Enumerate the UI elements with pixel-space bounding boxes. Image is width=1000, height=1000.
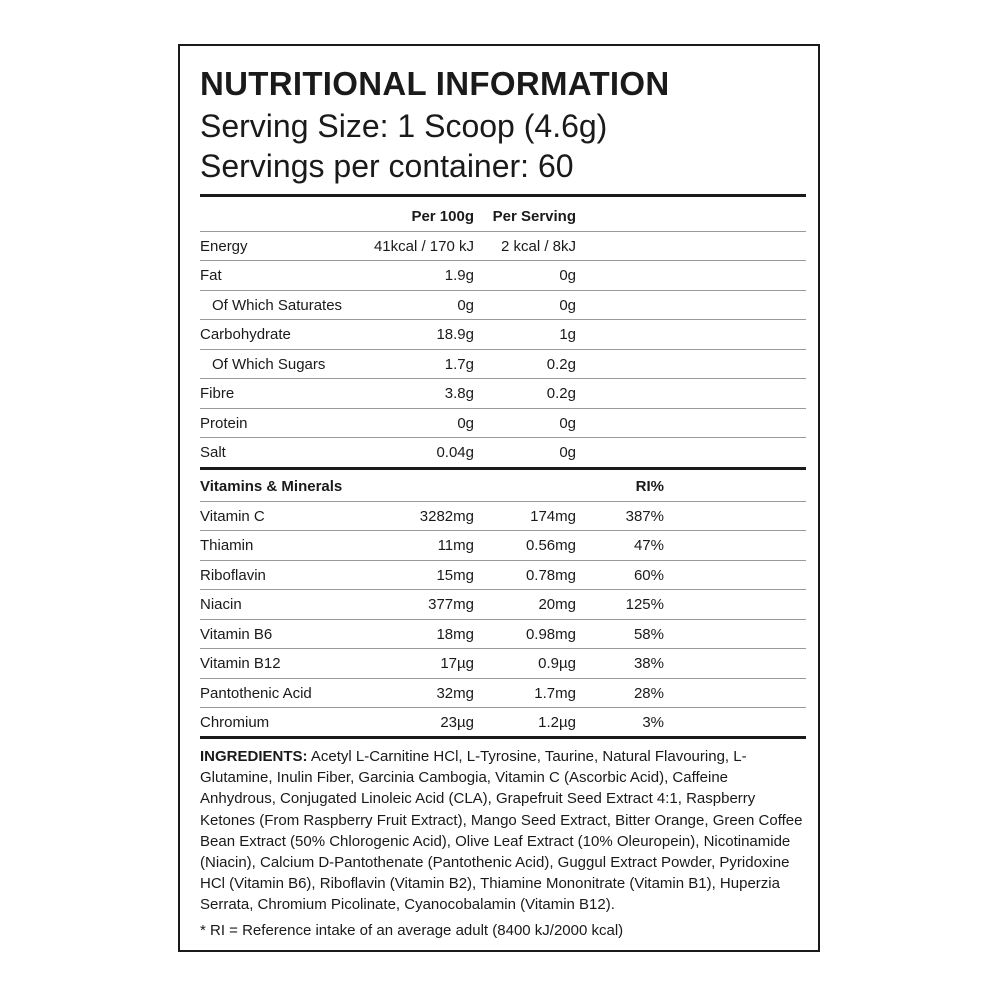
per-serving-value: 0g <box>559 296 576 314</box>
ri-value: 28% <box>633 684 664 702</box>
vitamin-label: Pantothenic Acid <box>200 684 312 702</box>
per-100g-value: 11mg <box>437 537 474 554</box>
per-100g-value: 18.9g <box>436 326 474 343</box>
vitamins-divider <box>200 467 806 470</box>
vitamins-header-row <box>200 472 806 502</box>
ri-value: 125% <box>625 596 664 613</box>
vitamin-label: Chromium <box>200 714 270 731</box>
per-serving-value: 0.56mg <box>525 537 576 554</box>
nutrition-row-salt <box>200 438 806 468</box>
nutrient-label: Salt <box>200 444 226 461</box>
per-100g-value: 0.04g <box>436 444 474 461</box>
per-serving-value: 20mg <box>538 596 576 613</box>
per-serving-value: 0g <box>559 414 576 432</box>
ingredients-text: Acetyl L-Carnitine HCl, L-Tyrosine, Taurine, Natural Flavouring, L-Glutamine, Inulin Fiber, Garcinia Cambogia, Vitamin C (Ascorbic Acid), Caffeine Anhydrous, Conjugated Linoleic Acid (CLA), Grapefruit Seed Extract 4:1, Raspberry Ketones (From Raspberry Fruit Extract), Mango Seed Extract, Bitter Orange, Green Coffee Bean Extract (50% Chlorogenic Acid), Olive Leaf Extract (10% Oleuropein), Nicotinamide (Niacin), Calcium D-Pantothenate (Pantothenic Acid), Guggul Extract Powder, Pyridoxine HCl (Vitamin B6), Riboflavin (Vitamin B2), Thiamine Mononitrate (Vitamin B1), Huperzia Serrata, Chromium Picolinate, Cyanocobalamin (Vitamin B12). <box>200 748 803 914</box>
vitamin-label: Niacin <box>200 596 242 613</box>
per-serving-value: 0.2g <box>546 385 576 402</box>
nutrition-row-fibre <box>200 379 806 409</box>
per-100g-value: 3.8g <box>444 385 474 402</box>
per-serving-value: 0g <box>559 444 576 461</box>
nutrition-row-fat <box>200 261 806 291</box>
per-100g-value: 23µg <box>440 714 474 731</box>
vitamin-label: Vitamin B12 <box>200 655 281 672</box>
top-divider <box>200 194 806 197</box>
nutrient-label: Of Which Sugars <box>212 355 326 373</box>
vitamins-header: Vitamins & Minerals <box>200 478 343 495</box>
ri-value: 58% <box>633 625 664 643</box>
per-serving-value: 0.78mg <box>525 566 576 584</box>
per-100g-value: 0g <box>457 296 474 314</box>
vitamin-label: Riboflavin <box>200 566 266 584</box>
per-serving-value: 2 kcal / 8kJ <box>500 237 576 255</box>
ri-header: RI% <box>635 478 664 495</box>
ri-value: 3% <box>642 714 664 731</box>
per-100g-value: 17µg <box>440 655 474 672</box>
vitamin-row-niacin <box>200 590 806 620</box>
vitamin-label: Vitamin B6 <box>200 625 273 643</box>
per-serving-value: 0.9µg <box>538 655 576 672</box>
per-100g-value: 18mg <box>436 625 474 643</box>
vitamin-row-c <box>200 502 806 532</box>
per-100g-header: Per 100g <box>411 208 474 225</box>
per-100g-value: 0g <box>457 414 474 432</box>
per-serving-value: 1g <box>559 326 576 343</box>
servings-per-container: Servings per container: 60 <box>200 148 574 184</box>
per-100g-value: 15mg <box>436 566 474 584</box>
per-100g-value: 3282mg <box>419 507 474 525</box>
vitamin-row-chromium <box>200 708 806 738</box>
serving-size: Serving Size: 1 Scoop (4.6g) <box>200 108 608 144</box>
nutrition-row-protein <box>200 409 806 439</box>
label-title: NUTRITIONAL INFORMATION <box>200 65 670 102</box>
ingredients-block <box>200 746 806 916</box>
ri-footnote: * RI = Reference intake of an average adult (8400 kJ/2000 kcal) <box>200 922 624 939</box>
nutrition-row-energy <box>200 232 806 262</box>
per-serving-header: Per Serving <box>492 208 576 225</box>
ingredients-heading: INGREDIENTS: <box>200 748 308 765</box>
per-100g-value: 1.9g <box>444 267 474 284</box>
nutrient-label: Fibre <box>200 385 235 402</box>
ri-value: 387% <box>625 507 664 525</box>
per-100g-value: 1.7g <box>444 355 474 373</box>
vitamin-row-b12 <box>200 649 806 679</box>
per-100g-value: 41kcal / 170 kJ <box>373 237 474 255</box>
per-serving-value: 0.2g <box>546 355 576 373</box>
nutrient-label: Protein <box>200 414 248 432</box>
nutrient-label: Of Which Saturates <box>212 296 343 314</box>
ri-value: 60% <box>633 566 664 584</box>
per-serving-value: 1.2µg <box>538 714 576 731</box>
nutrient-label: Energy <box>200 237 248 255</box>
per-serving-value: 0.98mg <box>525 625 576 643</box>
vitamin-row-b6 <box>200 620 806 650</box>
ri-value: 38% <box>633 655 664 672</box>
nutrition-header-row <box>200 202 806 232</box>
nutrition-row-carbohydrate <box>200 320 806 350</box>
vitamin-label: Vitamin C <box>200 507 265 525</box>
ingredients-divider <box>200 736 806 739</box>
nutrient-label: Carbohydrate <box>200 326 291 343</box>
vitamin-row-thiamin <box>200 531 806 561</box>
per-serving-value: 1.7mg <box>534 684 576 702</box>
per-100g-value: 32mg <box>436 684 474 702</box>
nutrition-row-saturates <box>200 291 806 321</box>
nutrient-label: Fat <box>200 267 222 284</box>
vitamin-row-pantothenic <box>200 679 806 709</box>
per-100g-value: 377mg <box>428 596 474 613</box>
vitamin-label: Thiamin <box>200 537 254 554</box>
vitamin-row-riboflavin <box>200 561 806 591</box>
per-serving-value: 174mg <box>530 507 576 525</box>
nutrition-row-sugars <box>200 350 806 380</box>
ri-value: 47% <box>633 537 664 554</box>
per-serving-value: 0g <box>559 267 576 284</box>
nutrition-label-panel <box>178 44 820 952</box>
